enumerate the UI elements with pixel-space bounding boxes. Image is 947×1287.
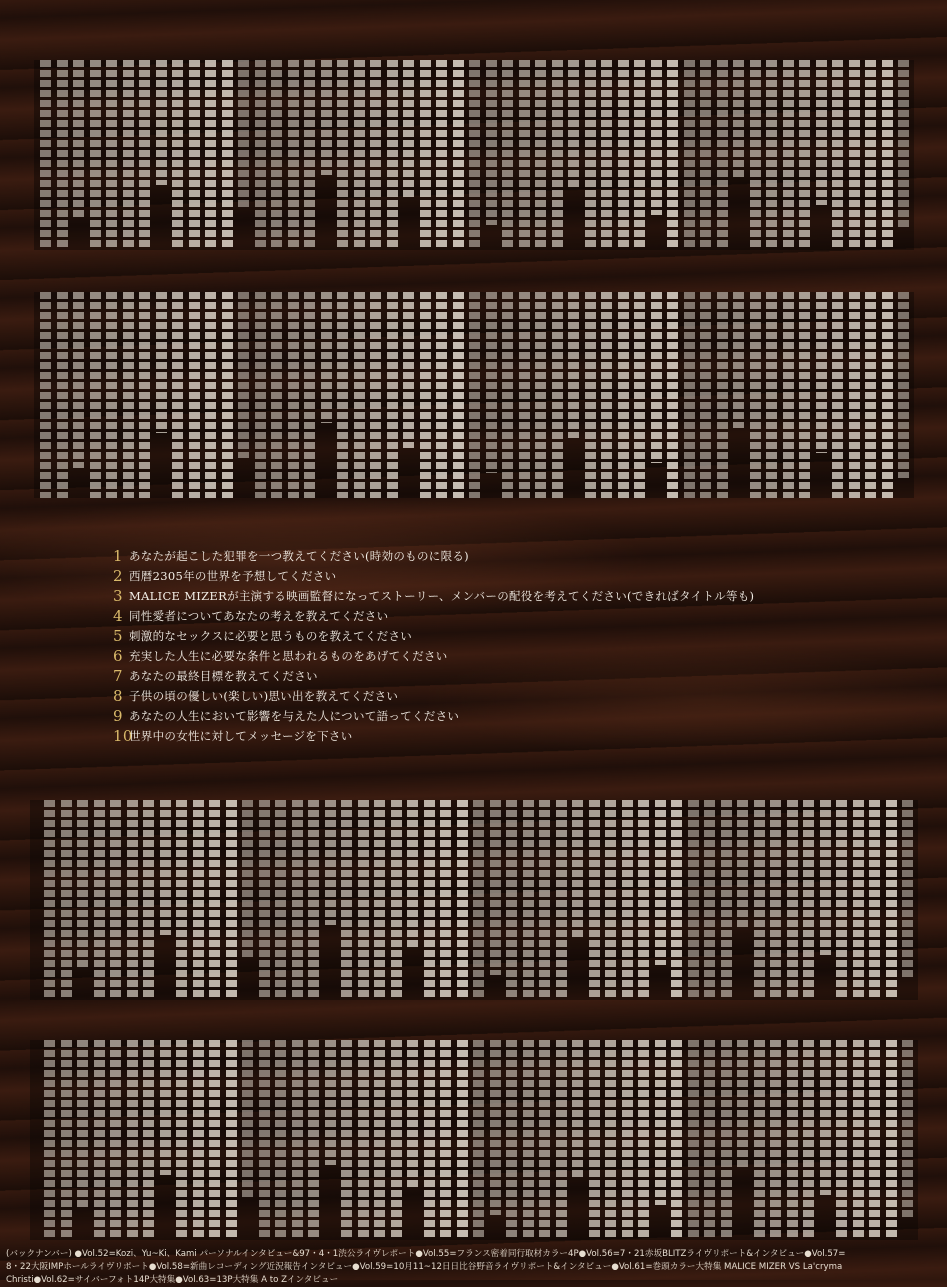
text-column (535, 292, 546, 498)
text-column (667, 292, 678, 498)
text-column (882, 292, 893, 498)
text-column (123, 60, 134, 250)
question-text: あなたの人生において影響を与えた人について語ってください (129, 709, 460, 723)
text-column (106, 292, 117, 498)
text-column (816, 60, 827, 205)
text-column (622, 800, 633, 1000)
question-item (113, 666, 873, 686)
text-column (865, 292, 876, 498)
text-column (172, 60, 183, 250)
text-column (799, 292, 810, 498)
text-column (490, 1040, 501, 1215)
text-column (44, 1040, 55, 1240)
back-number-footer (6, 1248, 941, 1287)
text-column (358, 800, 369, 1000)
text-column (671, 800, 682, 1000)
text-column (387, 292, 398, 498)
text-column (275, 800, 286, 1000)
text-column (783, 60, 794, 250)
text-column (123, 292, 134, 498)
text-column (638, 800, 649, 1000)
text-column (57, 60, 68, 250)
text-column (651, 60, 662, 215)
text-column (436, 292, 447, 498)
text-column (271, 60, 282, 250)
text-column (94, 800, 105, 1000)
text-column (882, 60, 893, 250)
text-column (766, 60, 777, 250)
text-column (387, 60, 398, 250)
text-column (721, 800, 732, 1000)
question-number: 1 (113, 547, 123, 565)
text-column (403, 60, 414, 200)
text-column (193, 1040, 204, 1240)
text-column (238, 292, 249, 458)
text-column (205, 292, 216, 498)
text-column (222, 60, 233, 250)
text-column (589, 1040, 600, 1240)
text-column (820, 800, 831, 955)
text-column (436, 60, 447, 250)
text-column (506, 800, 517, 1000)
text-column (601, 60, 612, 250)
text-column (836, 1040, 847, 1240)
text-column (457, 800, 468, 1000)
text-column (865, 60, 876, 250)
text-column (589, 800, 600, 1000)
text-column (502, 60, 513, 250)
text-column (127, 1040, 138, 1240)
text-column (638, 1040, 649, 1240)
text-column (61, 800, 72, 1000)
text-column (853, 800, 864, 1000)
question-text: 西暦2305年の世界を予想してください (129, 569, 337, 583)
text-column (156, 292, 167, 433)
text-column (634, 292, 645, 498)
text-column (803, 1040, 814, 1240)
text-column (172, 292, 183, 498)
text-column (832, 60, 843, 250)
text-column (374, 1040, 385, 1240)
question-item (113, 646, 873, 666)
text-column (391, 1040, 402, 1240)
text-block-bottom (30, 1040, 918, 1240)
text-column (750, 60, 761, 250)
text-column (469, 292, 480, 498)
text-column (57, 292, 68, 498)
question-item (113, 606, 873, 626)
footer-line: 8・22大阪IMPホールライヴリポート●Vol.58=新曲レコーディング近況報告インタビュー●Vol.59=10月11~12日日比谷野音ライヴリポート&インタビュー●Vol.61=巻頭カラー大特集 MALICE MIZER VS La'cryma (6, 1262, 843, 1272)
text-column (337, 60, 348, 250)
text-column (321, 60, 332, 175)
text-column (354, 292, 365, 498)
text-column (622, 1040, 633, 1240)
text-column (539, 800, 550, 1000)
text-column (783, 292, 794, 498)
text-column (189, 60, 200, 250)
text-column (700, 292, 711, 498)
text-column (750, 292, 761, 498)
question-number: 9 (113, 707, 123, 725)
text-column (704, 800, 715, 1000)
text-column (506, 1040, 517, 1240)
text-column (275, 1040, 286, 1240)
text-column (73, 60, 84, 220)
text-column (684, 292, 695, 498)
text-column (110, 800, 121, 1000)
text-column (898, 292, 909, 478)
text-column (585, 292, 596, 498)
text-column (733, 292, 744, 428)
text-column (325, 1040, 336, 1165)
text-column (139, 292, 150, 498)
text-column (292, 1040, 303, 1240)
text-column (358, 1040, 369, 1240)
text-column (820, 1040, 831, 1195)
text-column (568, 292, 579, 438)
question-text: 子供の頃の優しい(楽しい)思い出を教えてください (129, 689, 399, 703)
text-column (288, 292, 299, 498)
text-column (490, 800, 501, 975)
text-column (754, 1040, 765, 1240)
text-column (556, 800, 567, 1000)
text-column (535, 60, 546, 250)
text-column (176, 800, 187, 1000)
text-column (308, 1040, 319, 1240)
text-column (205, 60, 216, 250)
question-item (113, 686, 873, 706)
text-column (787, 800, 798, 1000)
text-column (799, 60, 810, 250)
question-text: 充実した人生に必要な条件と思われるものをあげてください (129, 649, 448, 663)
text-column (770, 1040, 781, 1240)
text-column (717, 292, 728, 498)
question-number: 8 (113, 687, 123, 705)
text-column (618, 60, 629, 250)
text-column (486, 60, 497, 225)
text-column (853, 1040, 864, 1240)
question-text: あなたの最終目標を教えてください (129, 669, 318, 683)
text-column (40, 60, 51, 250)
text-column (869, 1040, 880, 1240)
text-column (226, 800, 237, 1000)
text-column (457, 1040, 468, 1240)
question-text: 刺激的なセックスに必要と思うものを教えてください (129, 629, 413, 643)
text-column (325, 800, 336, 925)
text-column (787, 1040, 798, 1240)
text-column (737, 800, 748, 930)
text-column (341, 800, 352, 1000)
text-column (552, 292, 563, 498)
text-column (700, 60, 711, 250)
text-column (556, 1040, 567, 1240)
text-column (618, 292, 629, 498)
text-column (671, 1040, 682, 1240)
question-item (113, 626, 873, 646)
text-column (688, 800, 699, 1000)
text-column (502, 292, 513, 498)
text-column (688, 1040, 699, 1240)
text-column (651, 292, 662, 463)
text-column (667, 60, 678, 250)
question-text: 同性愛者についてあなたの考えを教えてください (129, 609, 389, 623)
text-column (209, 1040, 220, 1240)
text-column (704, 1040, 715, 1240)
text-column (453, 60, 464, 250)
text-column (902, 1040, 913, 1220)
text-column (420, 292, 431, 498)
text-column (259, 800, 270, 1000)
text-column (473, 1040, 484, 1240)
text-column (403, 292, 414, 448)
text-column (90, 292, 101, 498)
text-column (585, 60, 596, 250)
text-column (308, 800, 319, 1000)
text-column (259, 1040, 270, 1240)
text-column (605, 800, 616, 1000)
text-column (354, 60, 365, 250)
text-column (176, 1040, 187, 1240)
text-column (469, 60, 480, 250)
text-column (292, 800, 303, 1000)
text-block-upper-middle (34, 292, 914, 498)
text-column (733, 60, 744, 180)
text-column (407, 800, 418, 950)
text-column (370, 292, 381, 498)
text-column (886, 1040, 897, 1240)
text-column (869, 800, 880, 1000)
question-number: 3 (113, 587, 123, 605)
text-column (73, 292, 84, 468)
text-column (189, 292, 200, 498)
text-column (156, 60, 167, 185)
text-column (160, 1040, 171, 1175)
text-column (143, 1040, 154, 1240)
text-column (304, 60, 315, 250)
question-text: あなたが起こした犯罪を一つ教えてください(時効のものに限る) (129, 549, 469, 563)
text-column (288, 60, 299, 250)
text-column (420, 60, 431, 250)
question-list (113, 546, 873, 746)
text-column (374, 800, 385, 1000)
text-column (139, 60, 150, 250)
question-number: 4 (113, 607, 123, 625)
text-block-top (34, 60, 914, 250)
text-column (222, 292, 233, 498)
text-column (717, 60, 728, 250)
question-number: 5 (113, 627, 123, 645)
text-column (40, 292, 51, 498)
text-column (90, 60, 101, 250)
question-text: 世界中の女性に対してメッセージを下さい (129, 729, 353, 743)
question-number: 7 (113, 667, 123, 685)
text-column (766, 292, 777, 498)
text-column (519, 292, 530, 498)
question-item (113, 566, 873, 586)
text-column (94, 1040, 105, 1240)
text-column (238, 60, 249, 210)
text-column (304, 292, 315, 498)
text-column (255, 292, 266, 498)
text-column (552, 60, 563, 250)
text-column (572, 1040, 583, 1180)
text-column (849, 60, 860, 250)
text-column (832, 292, 843, 498)
text-column (601, 292, 612, 498)
text-column (634, 60, 645, 250)
text-column (407, 1040, 418, 1190)
text-column (337, 292, 348, 498)
question-text: MALICE MIZERが主演する映画監督になってストーリー、メンバーの配役を考えてください(できればタイトル等も) (129, 589, 755, 603)
text-column (127, 800, 138, 1000)
text-column (77, 1040, 88, 1210)
question-item (113, 586, 873, 606)
text-column (486, 292, 497, 473)
text-column (453, 292, 464, 498)
text-column (242, 1040, 253, 1200)
text-column (271, 292, 282, 498)
question-number: 10 (113, 727, 133, 745)
text-column (143, 800, 154, 1000)
text-column (523, 1040, 534, 1240)
text-column (539, 1040, 550, 1240)
text-column (754, 800, 765, 1000)
text-column (737, 1040, 748, 1170)
text-column (655, 800, 666, 965)
text-column (886, 800, 897, 1000)
text-column (424, 800, 435, 1000)
text-column (440, 1040, 451, 1240)
footer-line: Christi●Vol.62=サイバーフォト14P大特集●Vol.63=13P大特集 A to Zインタビュー (6, 1275, 339, 1285)
text-column (902, 800, 913, 980)
question-number: 2 (113, 567, 123, 585)
text-column (519, 60, 530, 250)
text-column (684, 60, 695, 250)
question-item (113, 726, 873, 746)
question-number: 6 (113, 647, 123, 665)
text-column (523, 800, 534, 1000)
text-column (568, 60, 579, 190)
text-column (440, 800, 451, 1000)
text-column (898, 60, 909, 230)
footer-line: (バックナンバー) ●Vol.52=Kozi、Yu~Ki、Kami パーソナルインタビュー&97・4・1渋公ライヴレポート●Vol.55=フランス密着同行取材カラー4P●Vol.56=7・21赤坂BLITZライヴリポート&インタビュー●Vol.57= (6, 1249, 846, 1259)
text-column (193, 800, 204, 1000)
text-column (209, 800, 220, 1000)
text-column (849, 292, 860, 498)
text-column (106, 60, 117, 250)
text-column (44, 800, 55, 1000)
text-column (341, 1040, 352, 1240)
text-column (816, 292, 827, 453)
text-column (803, 800, 814, 1000)
text-column (77, 800, 88, 970)
question-item (113, 546, 873, 566)
text-column (242, 800, 253, 960)
text-column (226, 1040, 237, 1240)
text-block-lower-middle (30, 800, 918, 1000)
text-column (572, 800, 583, 940)
text-column (391, 800, 402, 1000)
text-column (255, 60, 266, 250)
text-column (655, 1040, 666, 1205)
text-column (110, 1040, 121, 1240)
text-column (321, 292, 332, 423)
text-column (61, 1040, 72, 1240)
text-column (605, 1040, 616, 1240)
text-column (160, 800, 171, 935)
question-item (113, 706, 873, 726)
text-column (424, 1040, 435, 1240)
text-column (770, 800, 781, 1000)
text-column (836, 800, 847, 1000)
text-column (721, 1040, 732, 1240)
text-column (473, 800, 484, 1000)
text-column (370, 60, 381, 250)
